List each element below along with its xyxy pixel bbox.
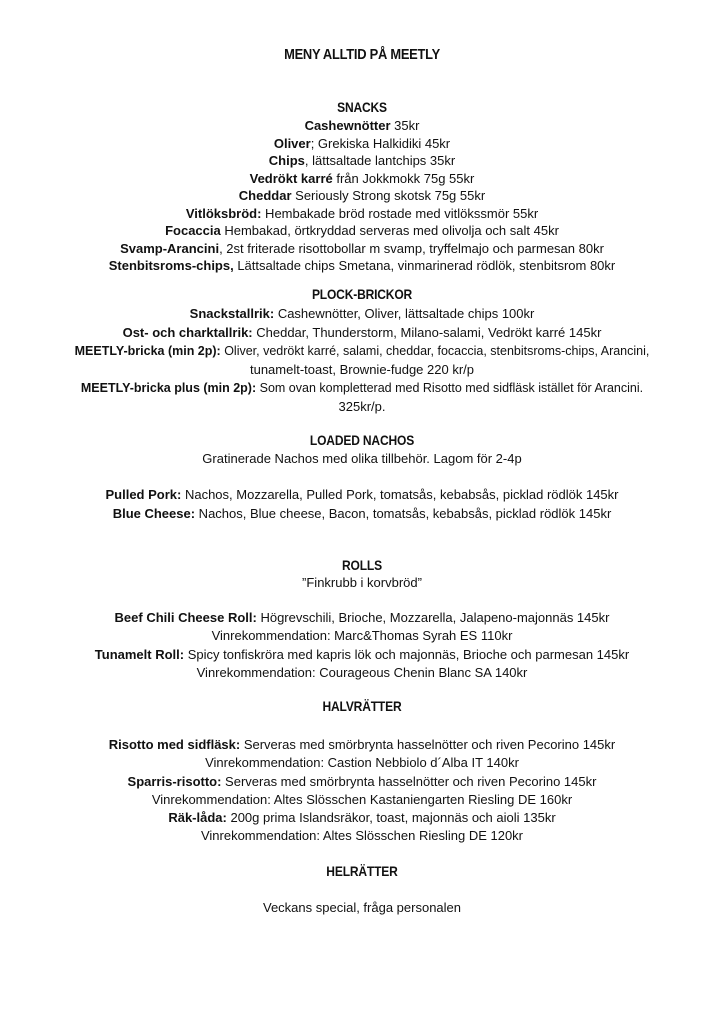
item-name: Oliver — [273, 135, 311, 151]
item-desc: Oliver, vedrökt karré, salami, cheddar, focaccia, stenbitsroms-chips, Arancini, — [220, 344, 650, 358]
wine-recommendation: Vinrekommendation: Altes Slösschen Riesling DE 120kr — [200, 828, 524, 843]
item-desc: Nachos, Blue cheese, Bacon, tomatsås, kebabsås, picklad rödlök 145kr — [195, 506, 612, 521]
list-item — [20, 135, 704, 153]
item-name: Blue Cheese: — [112, 506, 196, 521]
item-desc: Serveras med smörbrynta hasselnötter och riven Pecorino 145kr — [240, 737, 616, 752]
item-desc: Hembakade bröd rostade med vitlökssmör 55kr — [261, 205, 539, 221]
item-desc: Hembakad, örtkryddad serveras med olivolja och salt 45kr — [220, 223, 559, 238]
list-item — [20, 222, 704, 240]
list-item — [20, 205, 704, 223]
section-heading-halv: HALVRÄTTER — [322, 698, 402, 714]
list-item-continuation: 325kr/p. — [338, 398, 386, 414]
list-item — [20, 117, 704, 135]
list-item — [20, 645, 704, 664]
item-name: Vitlöksbröd: — [185, 205, 262, 221]
item-desc: Lättsaltade chips Smetana, vinmarinerad rödlök, stenbitsrom 80kr — [233, 258, 616, 273]
item-desc: Serveras med smörbrynta hasselnötter och riven Pecorino 145kr — [221, 773, 597, 789]
list-item — [20, 808, 704, 827]
item-name: Sparris-risotto: — [127, 773, 222, 789]
item-name: Tunamelt Roll: — [94, 646, 185, 662]
list-item — [20, 304, 704, 323]
hel-intro: Veckans special, fråga personalen — [262, 900, 461, 915]
list-item — [20, 257, 704, 275]
halv-list — [20, 735, 704, 845]
item-desc: Spicy tonfiskröra med kapris lök och majonnäs, Brioche och parmesan 145kr — [184, 646, 630, 662]
item-name: Pulled Pork: — [105, 487, 182, 502]
list-item — [20, 608, 704, 627]
section-heading-plock: PLOCK-BRICKOR — [311, 286, 413, 302]
item-name: Chips — [268, 153, 305, 168]
rolls-intro: ”Finkrubb i korvbröd” — [302, 575, 422, 590]
item-name: Snackstallrik: — [189, 306, 275, 321]
list-item — [20, 772, 704, 791]
list-item-continuation: tunamelt-toast, Brownie-fudge 220 kr/p — [249, 362, 474, 377]
item-name: Svamp-Arancini — [120, 240, 220, 256]
list-item — [20, 342, 704, 361]
item-desc: Cheddar, Thunderstorm, Milano-salami, Vedrökt karré 145kr — [252, 325, 602, 340]
item-name: Focaccia — [165, 223, 221, 238]
nachos-intro: Gratinerade Nachos med olika tillbehör. Lagom för 2-4p — [202, 451, 522, 466]
item-name: MEETLY-bricka plus (min 2p): — [80, 380, 257, 395]
list-item — [20, 170, 704, 188]
item-desc: , lättsaltade lantchips 35kr — [304, 153, 456, 168]
item-desc: Nachos, Mozzarella, Pulled Pork, tomatsås, kebabsås, picklad rödlök 145kr — [181, 487, 619, 502]
item-desc: Seriously Strong skotsk 75g 55kr — [291, 188, 486, 203]
section-heading-snacks: SNACKS — [337, 99, 387, 115]
item-desc: Cashewnötter, Oliver, lättsaltade chips 100kr — [274, 306, 535, 321]
item-desc: 35kr — [390, 118, 420, 133]
section-heading-nachos: LOADED NACHOS — [309, 432, 415, 448]
rolls-list — [20, 608, 704, 681]
item-name: Risotto med sidfläsk: — [108, 737, 241, 752]
list-item — [20, 187, 704, 205]
item-name: Cheddar — [238, 188, 292, 203]
section-heading-hel: HELRÄTTER — [326, 863, 398, 879]
item-name: MEETLY-bricka (min 2p): — [74, 344, 221, 358]
item-desc: från Jokkmokk 75g 55kr — [332, 170, 475, 186]
item-name: Vedrökt karré — [249, 170, 333, 186]
list-item — [20, 152, 704, 170]
item-name: Räk-låda: — [168, 810, 227, 825]
list-item — [20, 504, 704, 523]
wine-recommendation: Vinrekommendation: Courageous Chenin Blanc SA 140kr — [196, 664, 528, 680]
plock-list — [20, 304, 704, 415]
nachos-list — [20, 485, 704, 523]
list-item — [20, 323, 704, 342]
item-desc: Som ovan kompletterad med Risotto med sidfläsk istället för Arancini. — [256, 380, 644, 395]
list-item — [20, 240, 704, 258]
item-desc: , 2st friterade risottobollar m svamp, tryffelmajo och parmesan 80kr — [219, 240, 604, 256]
item-name: Stenbitsroms-chips, — [108, 258, 234, 273]
item-desc: ; Grekiska Halkidiki 45kr — [310, 135, 451, 151]
section-heading-rolls: ROLLS — [342, 557, 382, 573]
list-item — [20, 735, 704, 754]
item-desc: Högrevschili, Brioche, Mozzarella, Jalapeno-majonnäs 145kr — [256, 610, 610, 625]
wine-recommendation: Vinrekommendation: Marc&Thomas Syrah ES 110kr — [211, 628, 513, 643]
list-item — [20, 485, 704, 504]
item-desc: 200g prima Islandsräkor, toast, majonnäs och aioli 135kr — [226, 810, 556, 825]
menu-title: MENY ALLTID PÅ MEETLY — [284, 46, 440, 63]
wine-recommendation: Vinrekommendation: Altes Slösschen Kastaniengarten Riesling DE 160kr — [151, 791, 573, 807]
item-name: Beef Chili Cheese Roll: — [114, 610, 257, 625]
item-name: Cashewnötter — [304, 118, 391, 133]
list-item — [20, 379, 704, 398]
item-name: Ost- och charktallrik: — [122, 325, 253, 340]
wine-recommendation: Vinrekommendation: Castion Nebbiolo d´Alba IT 140kr — [205, 755, 519, 770]
snacks-list — [20, 117, 704, 275]
